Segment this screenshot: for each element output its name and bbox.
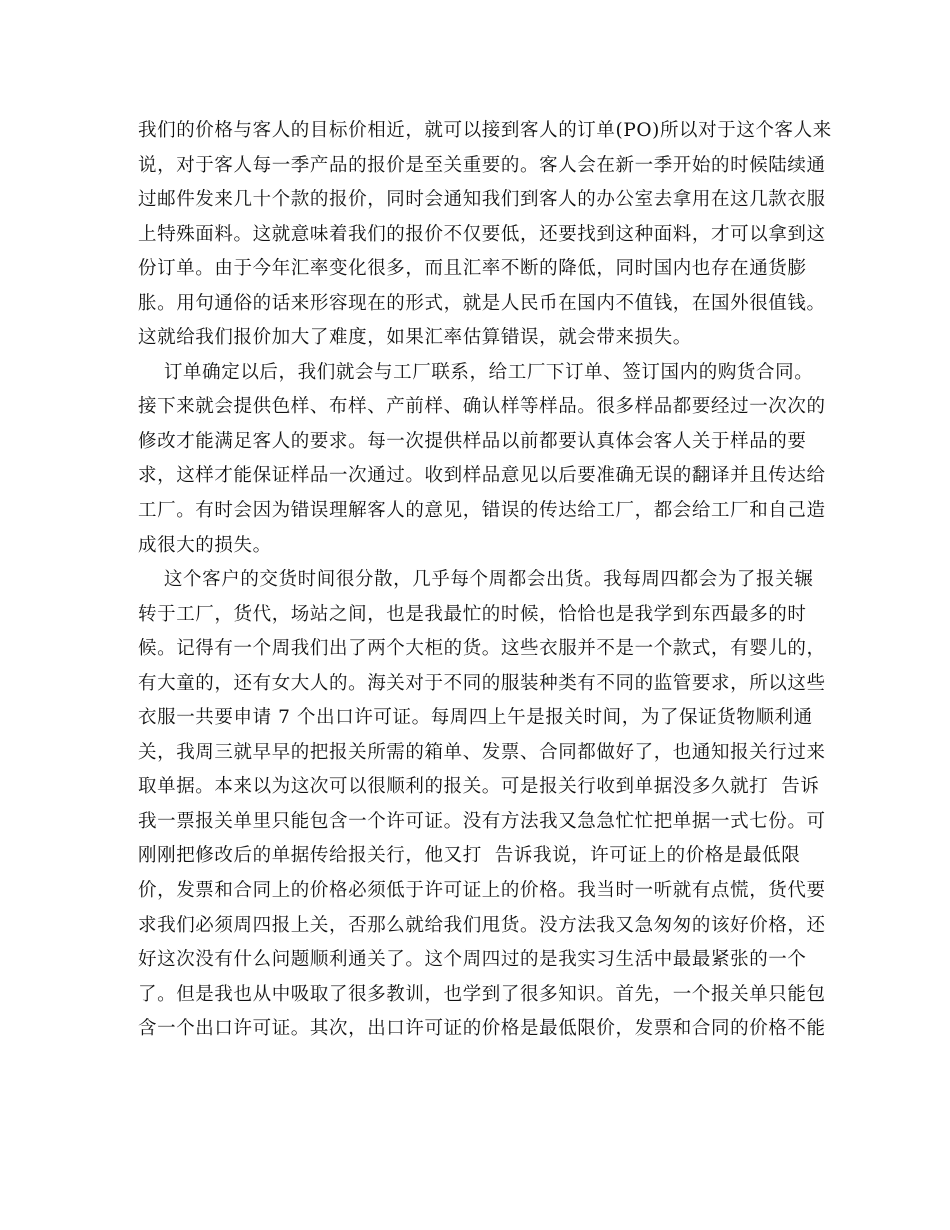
text-line: 取单据。本来以为这次可以很顺利的报关。可是报关行收到单据没多久就打 告诉 <box>138 776 820 798</box>
text-line: 价，发票和合同上的价格必须低于许可证上的价格。我当时一听就有点慌，货代要 <box>138 880 826 902</box>
text-line: 成很大的损失。 <box>138 534 272 556</box>
text-line: 好这次没有什么问题顺利通关了。这个周四过的是我实习生活中最最紧张的一个 <box>138 949 807 971</box>
text-line: 转于工厂，货代，场站之间，也是我最忙的时候，恰恰也是我学到东西最多的时 <box>138 603 807 625</box>
text-line: 了。但是我也从中吸取了很多教训，也学到了很多知识。首先，一个报关单只能包 <box>138 983 826 1005</box>
text-line: 候。记得有一个周我们出了两个大柜的货。这些衣服并不是一个款式，有婴儿的， <box>138 638 826 660</box>
text-line: 说，对于客人每一季产品的报价是至关重要的。客人会在新一季开始的时候陆续通 <box>138 154 826 176</box>
text-line: 求，这样才能保证样品一次通过。收到样品意见以后要准确无误的翻译并且传达给 <box>138 465 826 487</box>
text-line: 这个客户的交货时间很分散，几乎每个周都会出货。我每周四都会为了报关辗 <box>138 569 814 591</box>
text-line: 接下来就会提供色样、布样、产前样、确认样等样品。很多样品都要经过一次次的 <box>138 396 826 418</box>
text-line: 含一个出口许可证。其次，出口许可证的价格是最低限价，发票和合同的价格不能 <box>138 1018 826 1040</box>
text-line: 我们的价格与客人的目标价相近，就可以接到客人的订单(PO)所以对于这个客人来 <box>138 120 832 141</box>
text-line: 刚刚把修改后的单据传给报关行，他又打 告诉我说，许可证上的价格是最低限 <box>138 845 801 867</box>
text-line: 衣服一共要申请 7 个出口许可证。每周四上午是报关时间，为了保证货物顺利通 <box>138 707 813 729</box>
text-line: 有大童的，还有女大人的。海关对于不同的服装种类有不同的监管要求，所以这些 <box>138 672 826 694</box>
text-line: 我一票报关单里只能包含一个许可证。没有方法我又急急忙忙把单据一式七份。可 <box>138 810 826 832</box>
text-line: 修改才能满足客人的要求。每一次提供样品以前都要认真体会客人关于样品的要 <box>138 430 807 452</box>
text-line: 这就给我们报价加大了难度，如果汇率估算错误，就会带来损失。 <box>138 327 692 349</box>
text-line: 胀。用句通俗的话来形容现在的形式，就是人民币在国内不值钱，在国外很值钱。 <box>138 292 826 314</box>
text-line: 过邮件发来几十个款的报价，同时会通知我们到客人的办公室去拿用在这几款衣服 <box>138 189 826 211</box>
text-line: 工厂。有时会因为错误理解客人的意见，错误的传达给工厂，都会给工厂和自己造 <box>138 500 826 522</box>
text-line: 订单确定以后，我们就会与工厂联系，给工厂下订单、签订国内的购货合同。 <box>138 361 814 383</box>
text-line: 上特殊面料。这就意味着我们的报价不仅要低，还要找到这种面料，才可以拿到这 <box>138 223 826 245</box>
text-line: 关，我周三就早早的把报关所需的箱单、发票、合同都做好了，也通知报关行过来 <box>138 741 826 763</box>
document-body <box>138 114 832 1047</box>
text-line: 份订单。由于今年汇率变化很多，而且汇率不断的降低，同时国内也存在通货膨 <box>138 258 807 280</box>
text-line: 求我们必须周四报上关，否那么就给我们甩货。没方法我又急匆匆的该好价格，还 <box>138 914 826 936</box>
